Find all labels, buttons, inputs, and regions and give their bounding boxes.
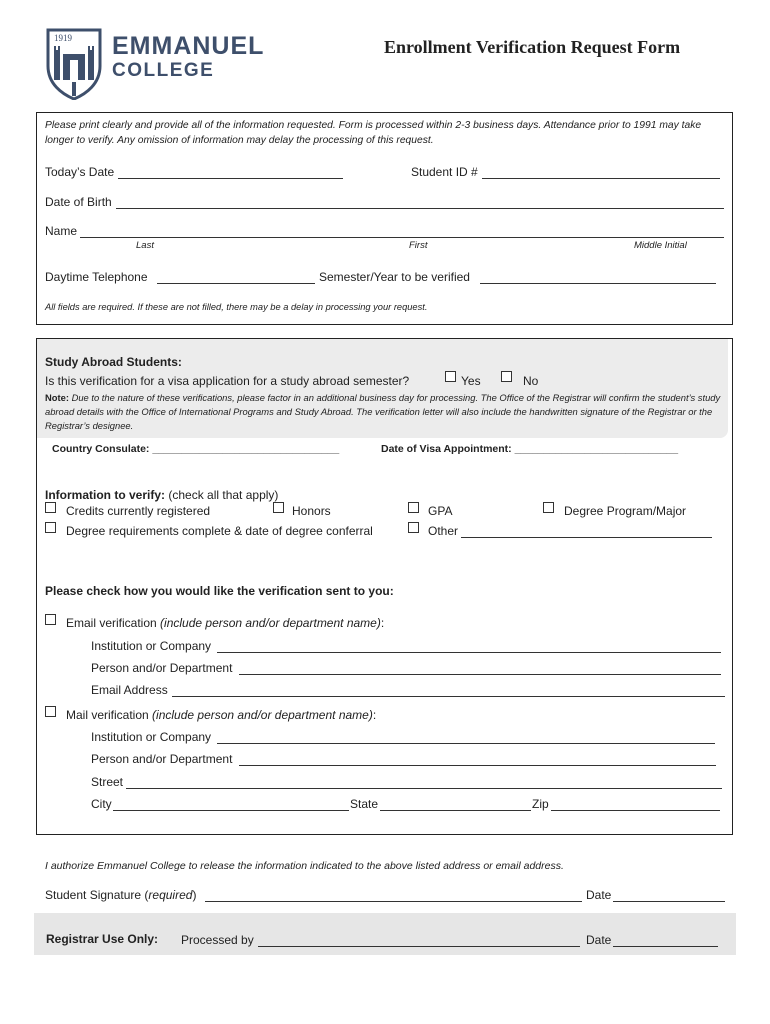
phone-field[interactable] <box>157 270 315 284</box>
note-text: Due to the nature of these verifications, please factor in an additional business day for processing. The Office of the Registrar will confirm the student’s study abroad details with the Office of International Programs and Study Abroad. The verification letter will also include the handwritten signature of the Registrar or the Registrar’s designee. <box>45 392 721 431</box>
name-field[interactable] <box>80 224 724 238</box>
mail-institution-label: Institution or Company <box>91 730 212 744</box>
registrar-date-field[interactable] <box>613 933 718 947</box>
zip-label: Zip <box>532 797 549 811</box>
credits-label: Credits currently registered <box>66 504 211 518</box>
mail-note-text: (include person and/or department name) <box>152 708 373 722</box>
mail-person-label: Person and/or Department <box>91 752 233 766</box>
registrar-label: Registrar Use Only: <box>46 932 159 946</box>
street-field[interactable] <box>126 775 722 789</box>
degree-requirements-label: Degree requirements complete & date of degree conferral <box>66 524 373 538</box>
semester-label: Semester/Year to be verified <box>319 270 470 284</box>
phone-label: Daytime Telephone <box>45 270 148 284</box>
state-label: State <box>350 797 379 811</box>
intro-text: Please print clearly and provide all of the information requested. Form is processed within 2-3 business days. Attendance prior to 1991 may take longer to verify. Any omission of information may delay the processing of this request. <box>45 120 702 146</box>
authorization-text: I authorize Emmanuel College to release the information indicated to the above listed address or email address. <box>45 860 564 872</box>
study-abroad-note <box>45 391 727 432</box>
email-verification-checkbox[interactable] <box>45 614 56 625</box>
city-label: City <box>91 797 112 811</box>
first-name-caption: First <box>409 240 428 251</box>
email-address-field[interactable] <box>172 683 725 697</box>
email-person-field[interactable] <box>239 661 721 675</box>
delivery-heading: Please check how you would like the verification sent to you: <box>45 584 394 598</box>
mail-verification-checkbox[interactable] <box>45 706 56 717</box>
email-institution-field[interactable] <box>217 639 721 653</box>
other-checkbox[interactable] <box>408 522 419 533</box>
email-address-label: Email Address <box>91 683 168 697</box>
street-label: Street <box>91 775 124 789</box>
honors-checkbox[interactable] <box>273 502 284 513</box>
visa-question: Is this verification for a visa application for a study abroad semester? <box>45 374 410 388</box>
degree-requirements-checkbox[interactable] <box>45 522 56 533</box>
note-label: Note: <box>45 392 69 403</box>
dob-field[interactable] <box>116 195 724 209</box>
name-label: Name <box>45 224 78 238</box>
semester-field[interactable] <box>480 270 716 284</box>
todays-date-label: Today’s Date <box>45 165 115 179</box>
email-person-label: Person and/or Department <box>91 661 233 675</box>
mail-institution-field[interactable] <box>217 730 715 744</box>
degree-program-label: Degree Program/Major <box>564 504 687 518</box>
mail-person-field[interactable] <box>239 752 716 766</box>
gpa-checkbox[interactable] <box>408 502 419 513</box>
signature-label <box>45 888 196 902</box>
visa-no-checkbox[interactable] <box>501 371 512 382</box>
college-logo <box>46 28 265 100</box>
city-field[interactable] <box>113 797 349 811</box>
visa-yes-checkbox[interactable] <box>445 371 456 382</box>
mail-verification-label: Mail verification (include person and/or department name): <box>66 708 377 722</box>
student-id-label: Student ID # <box>411 165 478 179</box>
student-id-field[interactable] <box>482 165 720 179</box>
form-title: Enrollment Verification Request Form <box>384 37 681 57</box>
logo-name-line2: COLLEGE <box>112 60 215 81</box>
signature-label-text: Student Signature ( <box>45 888 149 902</box>
visa-appointment-field[interactable]: Date of Visa Appointment: ____________________________ <box>381 443 679 455</box>
study-abroad-heading: Study Abroad Students: <box>45 355 182 369</box>
verify-heading <box>45 488 278 502</box>
signature-date-field[interactable] <box>613 888 725 902</box>
other-field[interactable] <box>461 524 712 538</box>
signature-field[interactable] <box>205 888 582 902</box>
verify-heading-label: Information to verify: <box>45 488 166 502</box>
required-note: All fields are required. If these are not filled, there may be a delay in processing your request. <box>45 302 428 312</box>
logo-name-line1: EMMANUEL <box>112 32 265 60</box>
middle-initial-caption: Middle Initial <box>634 240 687 251</box>
state-field[interactable] <box>380 797 531 811</box>
visa-no-label: No <box>523 374 539 388</box>
gpa-label: GPA <box>428 504 453 518</box>
logo-year: 1919 <box>54 33 72 43</box>
dob-label: Date of Birth <box>45 195 112 209</box>
processed-by-label: Processed by <box>181 933 254 947</box>
country-consulate-field[interactable]: Country Consulate: ________________________________ <box>52 443 340 455</box>
todays-date-field[interactable] <box>118 165 343 179</box>
signature-date-label: Date <box>586 888 612 902</box>
registrar-date-label: Date <box>586 933 612 947</box>
honors-label: Honors <box>292 504 331 518</box>
signature-label-close: ) <box>192 888 197 902</box>
last-name-caption: Last <box>136 240 154 251</box>
other-label: Other <box>428 524 459 538</box>
degree-program-checkbox[interactable] <box>543 502 554 513</box>
email-verification-label: Email verification (include person and/or department name): <box>66 616 385 630</box>
signature-required: required <box>148 888 193 902</box>
email-note-text: (include person and/or department name) <box>160 616 381 630</box>
zip-field[interactable] <box>551 797 720 811</box>
email-institution-label: Institution or Company <box>91 639 212 653</box>
verify-heading-note: (check all that apply) <box>168 488 279 502</box>
visa-yes-label: Yes <box>461 374 481 388</box>
processed-by-field[interactable] <box>258 933 580 947</box>
credits-checkbox[interactable] <box>45 502 56 513</box>
email-label-text: Email verification <box>66 616 157 630</box>
mail-label-text: Mail verification <box>66 708 149 722</box>
